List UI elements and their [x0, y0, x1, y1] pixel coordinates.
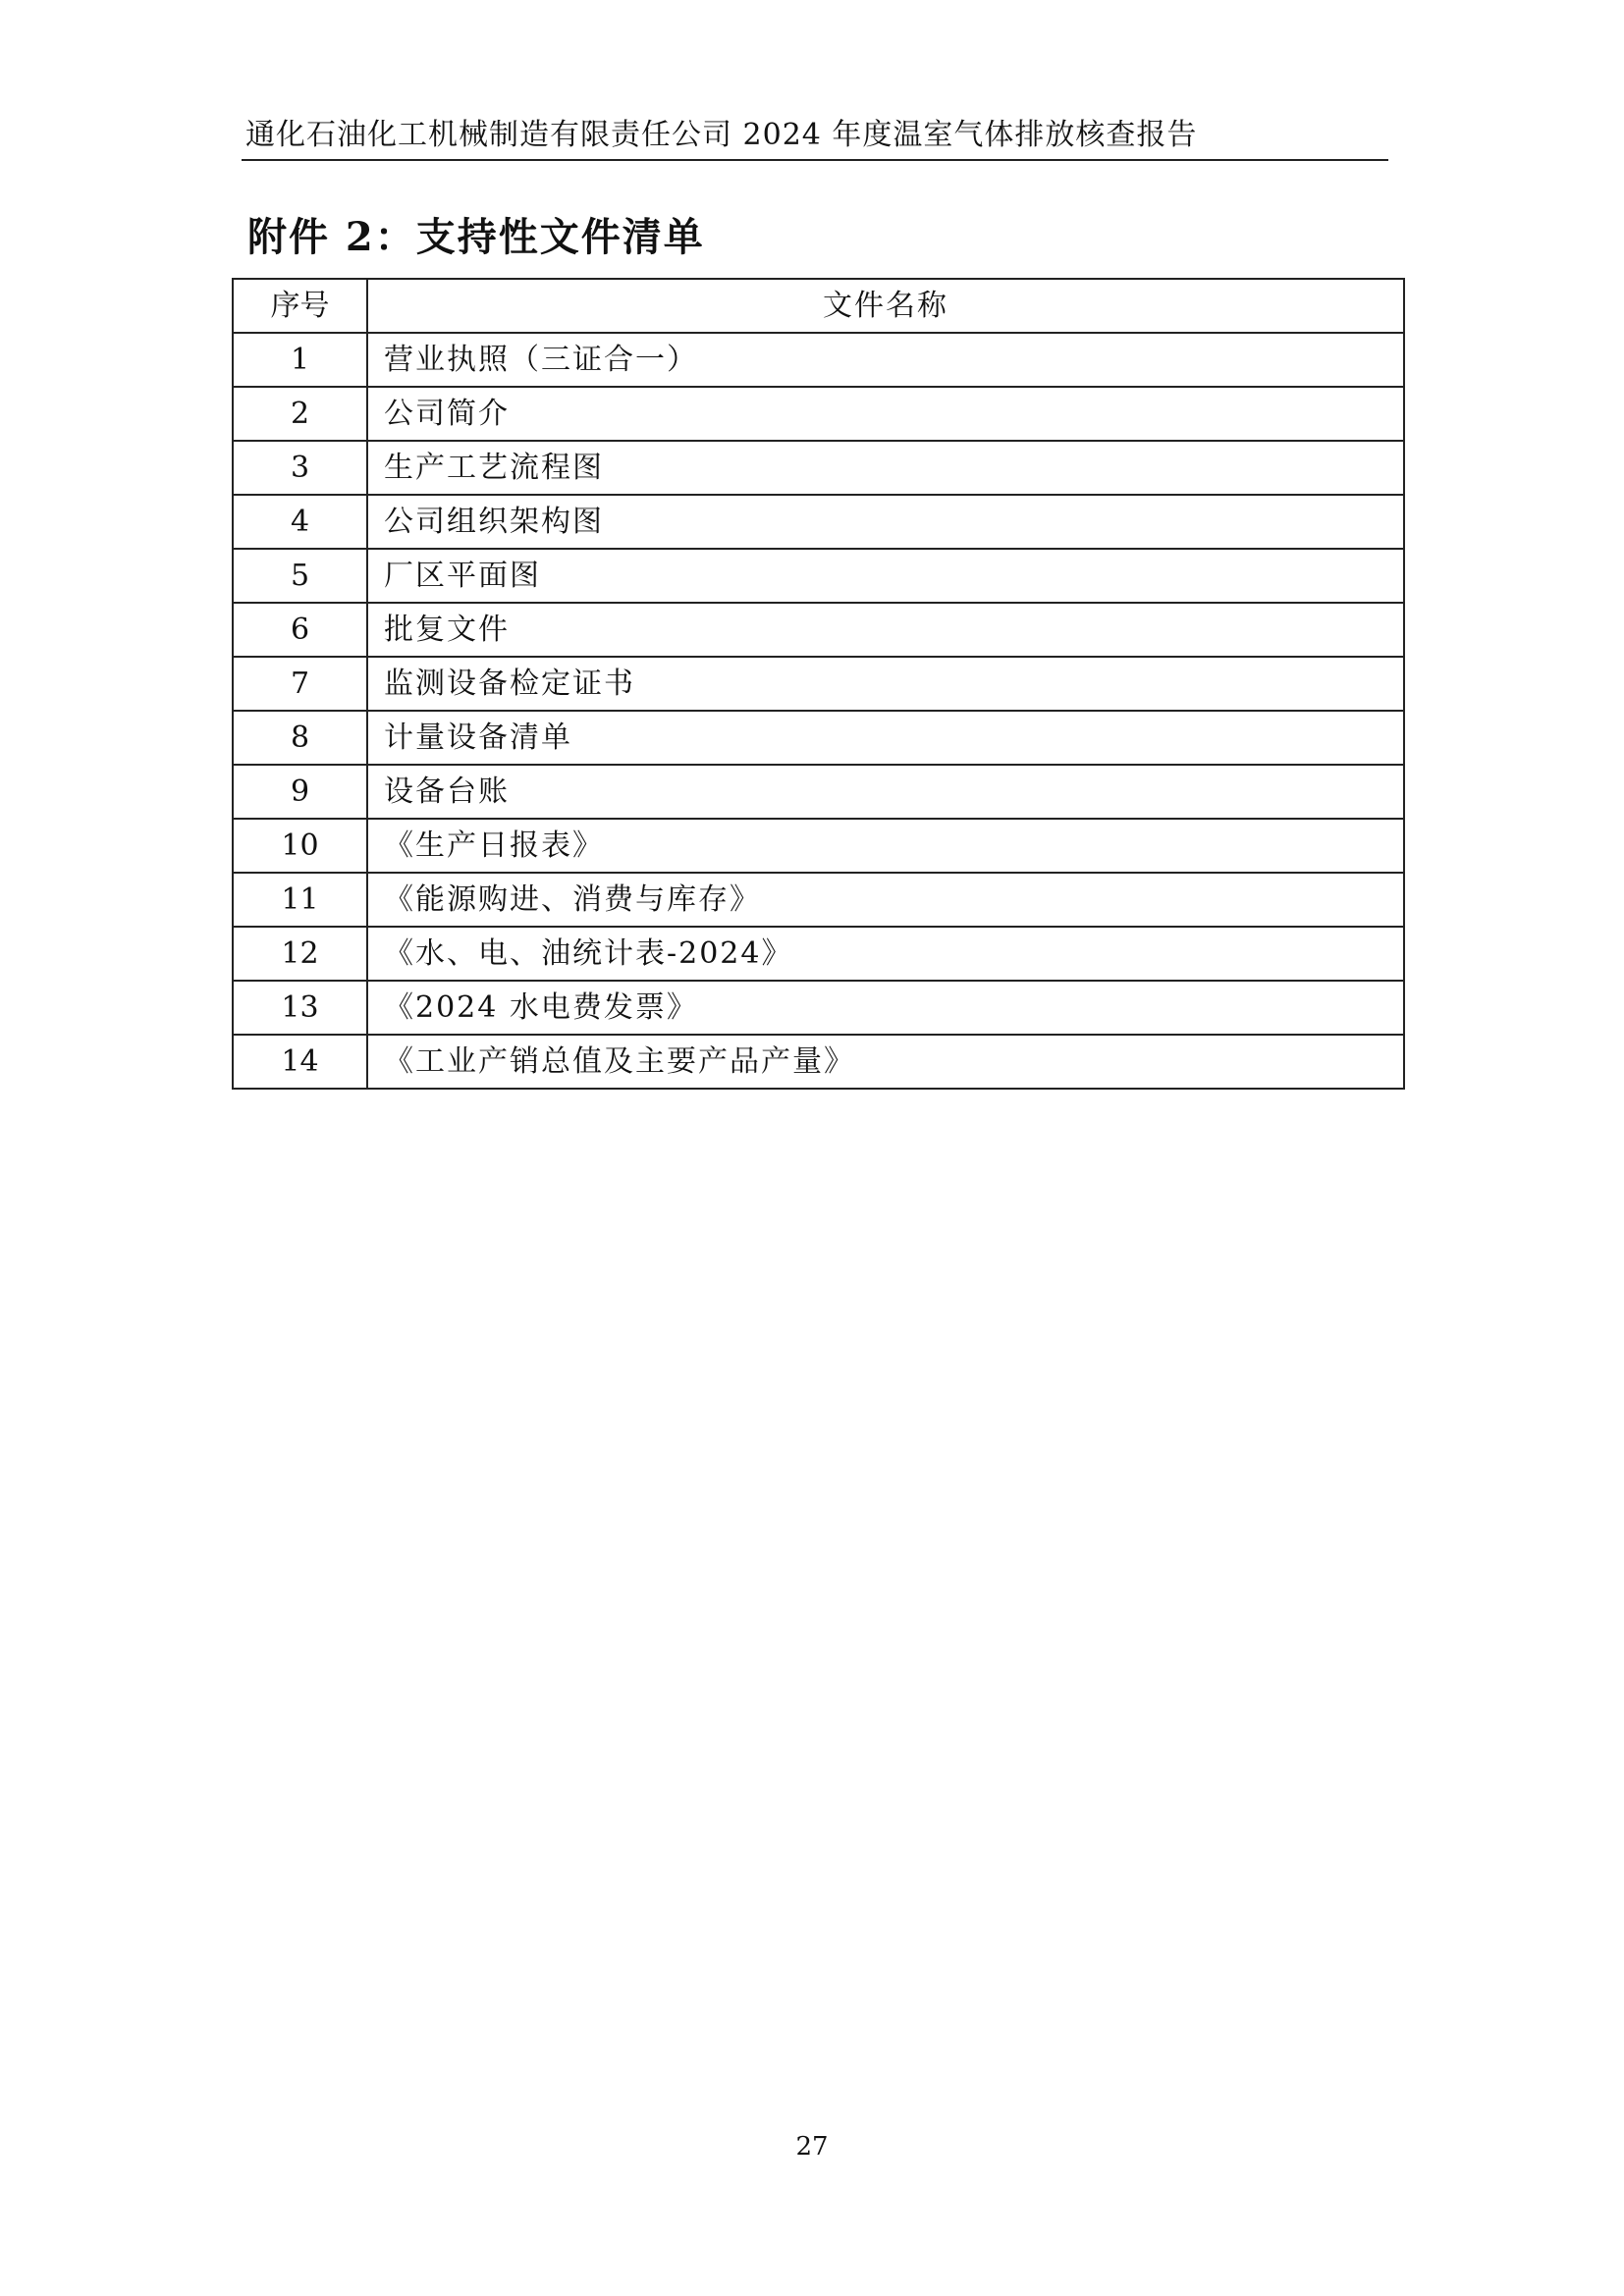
row-seq: 1 [233, 333, 367, 387]
column-header-seq: 序号 [233, 279, 367, 333]
row-seq: 13 [233, 981, 367, 1035]
row-file-name: 《能源购进、消费与库存》 [367, 873, 1404, 927]
row-seq: 9 [233, 765, 367, 819]
row-seq: 5 [233, 549, 367, 603]
row-file-name: 计量设备清单 [367, 711, 1404, 765]
row-seq: 10 [233, 819, 367, 873]
row-file-name: 监测设备检定证书 [367, 657, 1404, 711]
row-seq: 7 [233, 657, 367, 711]
table-row [233, 765, 1404, 819]
row-file-name: 批复文件 [367, 603, 1404, 657]
section-title: 附件 2：支持性文件清单 [247, 214, 705, 260]
table-row [233, 549, 1404, 603]
header-divider [242, 159, 1388, 161]
row-file-name: 《水、电、油统计表-2024》 [367, 927, 1404, 981]
row-seq: 14 [233, 1035, 367, 1089]
row-seq: 2 [233, 387, 367, 441]
row-file-name: 公司简介 [367, 387, 1404, 441]
column-header-name: 文件名称 [367, 279, 1404, 333]
row-file-name: 生产工艺流程图 [367, 441, 1404, 495]
row-file-name: 设备台账 [367, 765, 1404, 819]
row-file-name: 厂区平面图 [367, 549, 1404, 603]
page-number: 27 [795, 2132, 829, 2162]
table-row [233, 819, 1404, 873]
table-row [233, 981, 1404, 1035]
row-seq: 4 [233, 495, 367, 549]
supporting-documents-table [232, 278, 1405, 1090]
row-file-name: 《生产日报表》 [367, 819, 1404, 873]
running-header: 通化石油化工机械制造有限责任公司 2024 年度温室气体排放核查报告 [245, 118, 1198, 152]
row-file-name: 《2024 水电费发票》 [367, 981, 1404, 1035]
table-row [233, 927, 1404, 981]
table-row [233, 873, 1404, 927]
table-row [233, 441, 1404, 495]
row-seq: 11 [233, 873, 367, 927]
table-row [233, 387, 1404, 441]
table-row [233, 657, 1404, 711]
row-file-name: 公司组织架构图 [367, 495, 1404, 549]
table-header-row [233, 279, 1404, 333]
row-seq: 8 [233, 711, 367, 765]
table-row [233, 333, 1404, 387]
row-file-name: 营业执照（三证合一） [367, 333, 1404, 387]
row-seq: 12 [233, 927, 367, 981]
row-file-name: 《工业产销总值及主要产品产量》 [367, 1035, 1404, 1089]
table-row [233, 603, 1404, 657]
table-row [233, 1035, 1404, 1089]
row-seq: 3 [233, 441, 367, 495]
table-row [233, 711, 1404, 765]
row-seq: 6 [233, 603, 367, 657]
table-row [233, 495, 1404, 549]
